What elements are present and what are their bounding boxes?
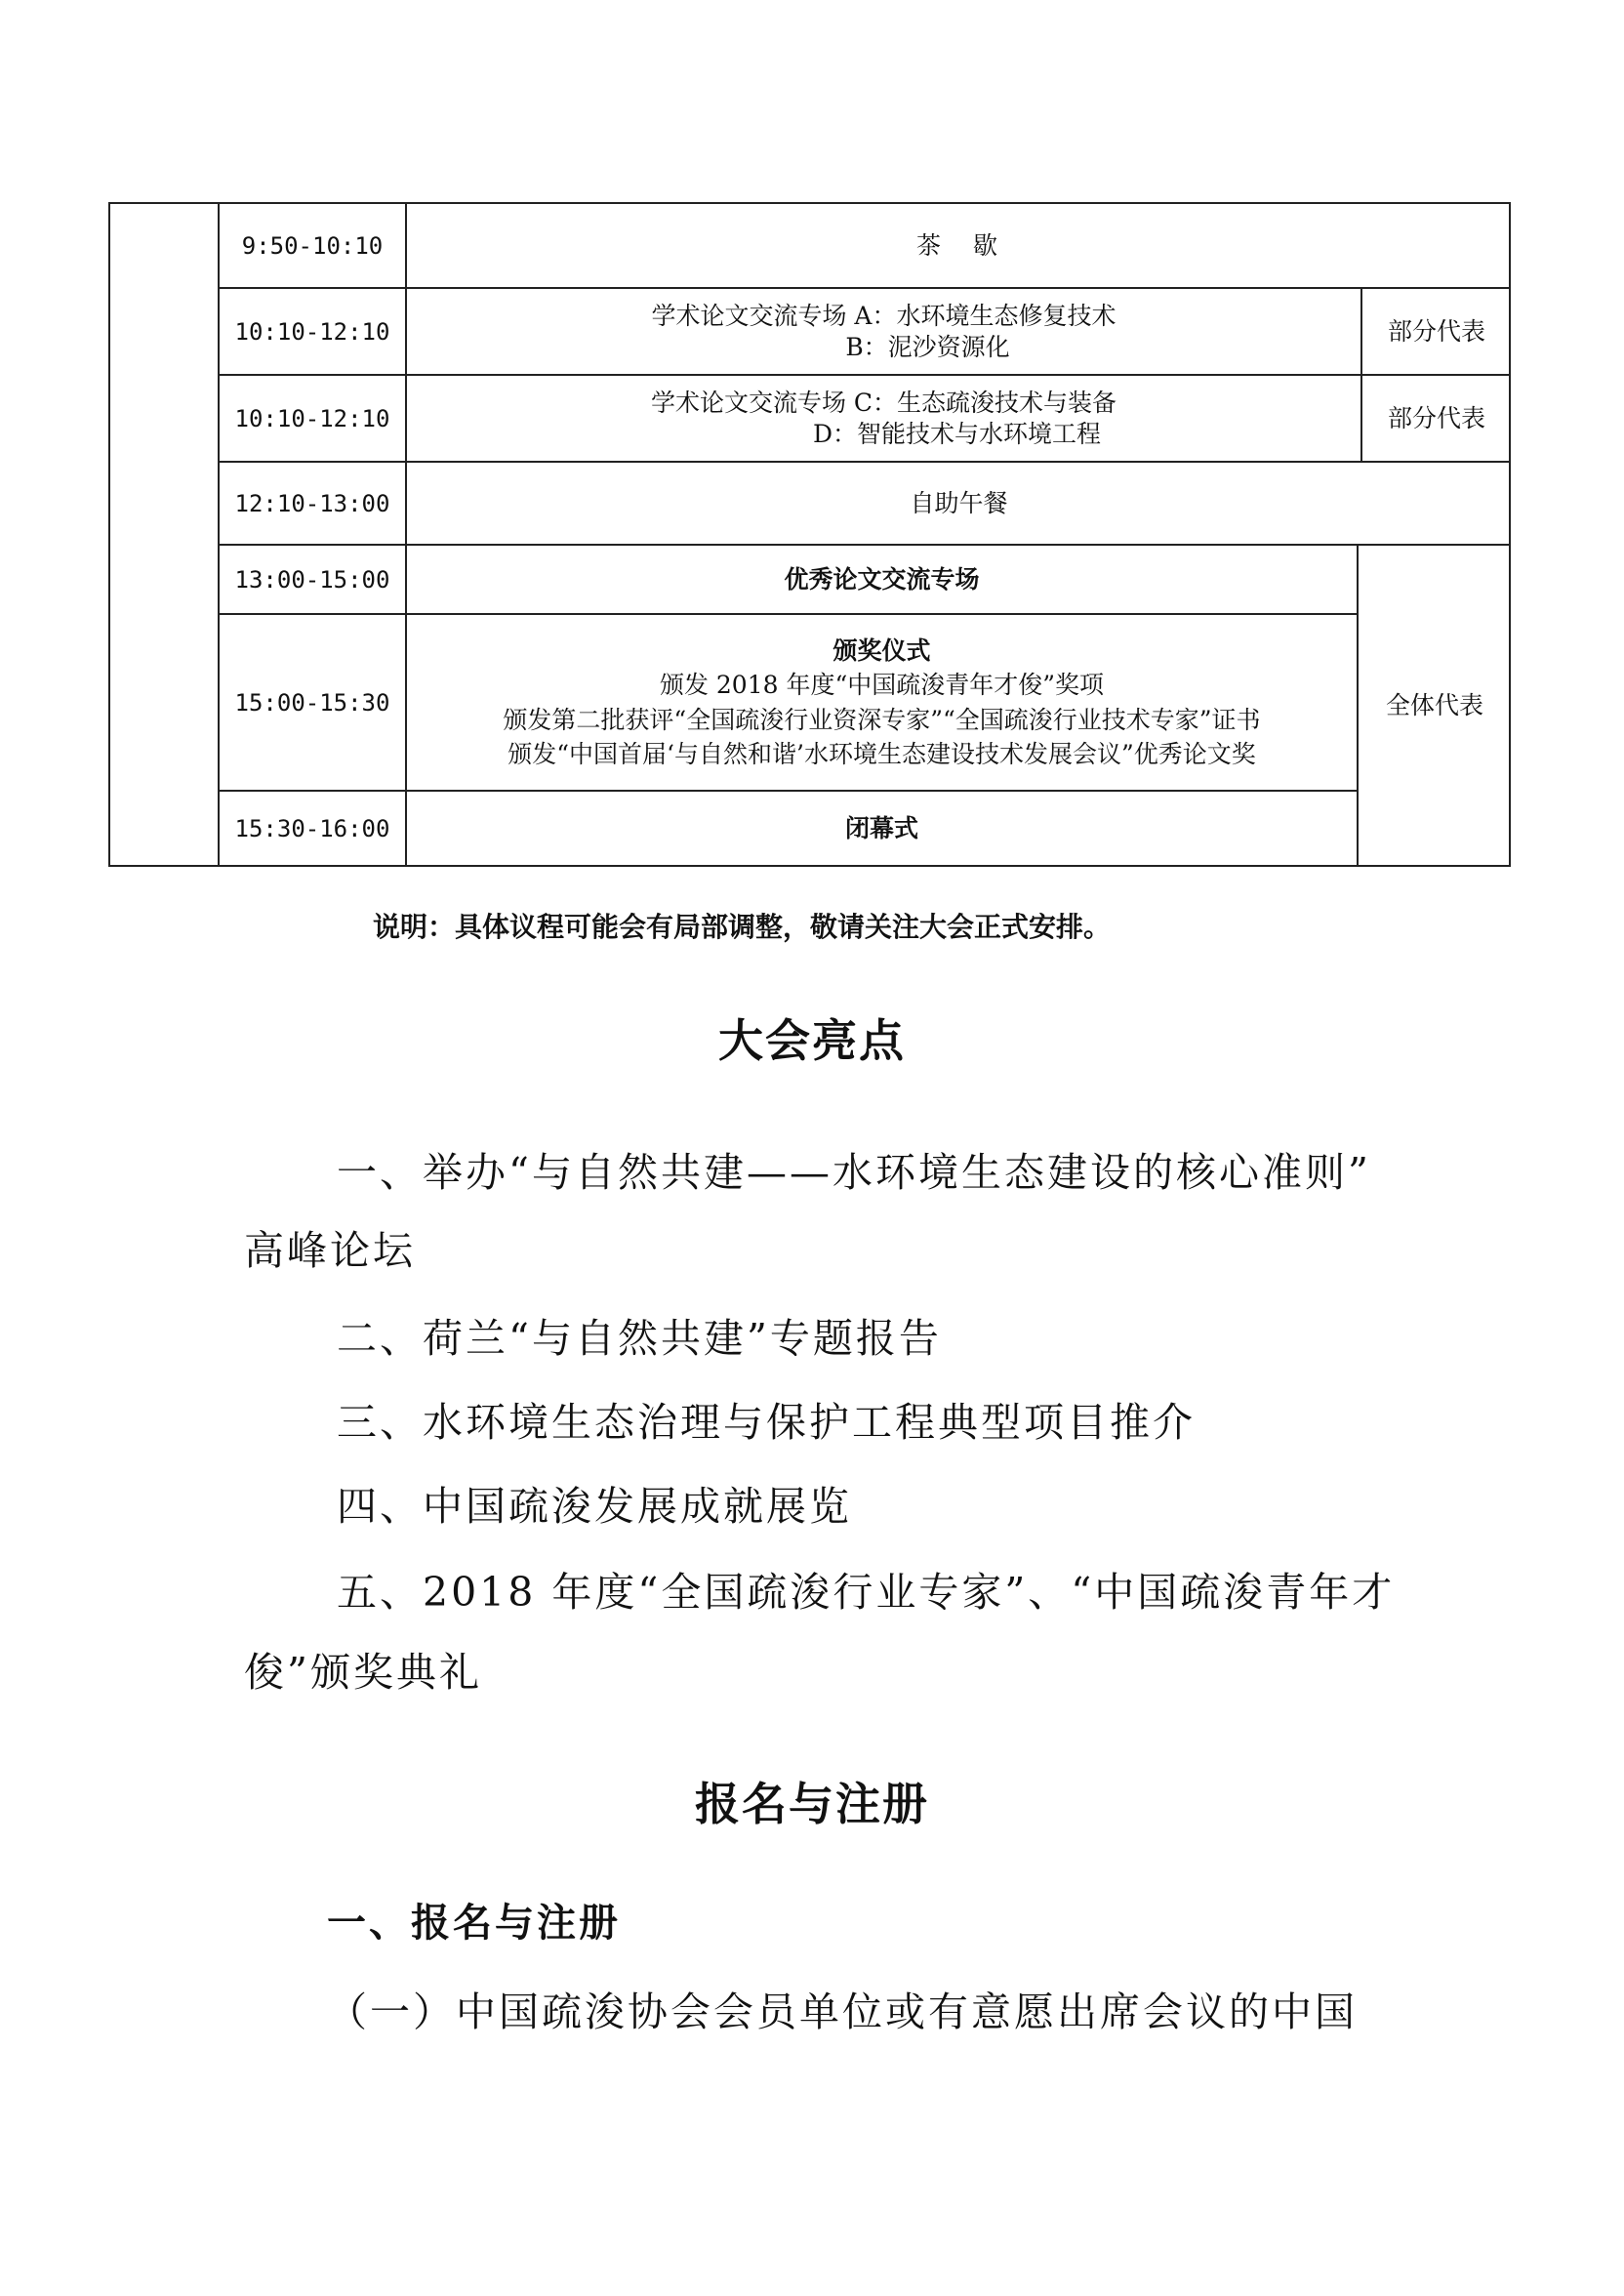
agenda-line: 颁发 2018 年度“中国疏浚青年才俊”奖项: [659, 671, 1105, 699]
agenda-content: 自助午餐: [910, 488, 1008, 517]
agenda-content: [407, 289, 1360, 374]
registration-paragraph: （一）中国疏浚协会会员单位或有意愿出席会议的中国: [327, 1988, 1358, 2035]
agenda-attendee-merged: 全体代表: [1385, 690, 1483, 719]
highlight-item: 二、荷兰“与自然共建”专题报告: [337, 1315, 942, 1362]
agenda-attendee: 部分代表: [1387, 403, 1485, 432]
agenda-line: 颁发“中国首届‘与自然和谐’水环境生态建设技术发展会议”优秀论文奖: [508, 740, 1256, 768]
agenda-content: [407, 615, 1357, 790]
agenda-line: 学术论文交流专场 A：水环境生态修复技术: [651, 302, 1116, 331]
agenda-line: B：泥沙资源化: [845, 332, 1010, 361]
agenda-line: 学术论文交流专场 C：生态疏浚技术与装备: [650, 389, 1117, 418]
agenda-note: 说明：具体议程可能会有局部调整，敬请关注大会正式安排。: [373, 911, 1112, 943]
highlight-item: 五、2018 年度“全国疏浚行业专家”、“中国疏浚青年才: [337, 1569, 1396, 1616]
registration-title: 报名与注册: [695, 1778, 929, 1830]
agenda-time: 10:10-12:10: [234, 317, 390, 346]
highlight-item: 四、中国疏浚发展成就展览: [337, 1483, 852, 1530]
highlight-item: 三、水环境生态治理与保护工程典型项目推介: [337, 1399, 1196, 1446]
highlight-item: 一、举办“与自然共建——水环境生态建设的核心准则”: [337, 1149, 1371, 1196]
agenda-line: 颁发第二批获评“全国疏浚行业资深专家”“全国疏浚行业技术专家”证书: [503, 705, 1261, 734]
agenda-content: [407, 376, 1360, 461]
agenda-time: 10:10-12:10: [234, 404, 390, 432]
agenda-content: 闭幕式: [844, 813, 918, 842]
agenda-time: 15:00-15:30: [234, 688, 390, 717]
agenda-table: [108, 202, 1511, 867]
highlights-title: 大会亮点: [718, 1014, 906, 1067]
agenda-content: 优秀论文交流专场: [784, 564, 980, 594]
agenda-line: D：智能技术与水环境工程: [812, 419, 1102, 448]
agenda-title: 颁奖仪式: [832, 636, 931, 665]
registration-subtitle: 一、报名与注册: [327, 1900, 621, 1946]
highlight-item: 俊”颁奖典礼: [244, 1649, 482, 1696]
agenda-attendee: 部分代表: [1387, 316, 1485, 346]
agenda-time: 13:00-15:00: [234, 565, 390, 594]
agenda-time: 9:50-10:10: [241, 231, 384, 260]
highlight-item: 高峰论坛: [244, 1227, 416, 1274]
agenda-time: 12:10-13:00: [234, 489, 390, 517]
agenda-time: 15:30-16:00: [234, 814, 390, 842]
agenda-content: 茶 歇: [915, 230, 1001, 260]
